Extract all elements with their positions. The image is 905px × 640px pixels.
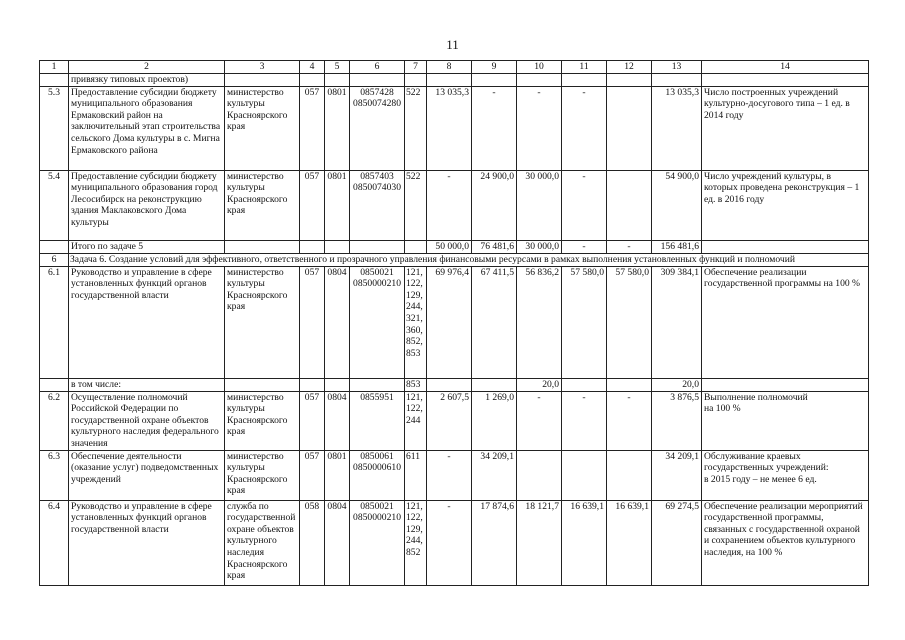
cell-col-7 [405, 73, 427, 86]
cell-col-13 [652, 73, 702, 86]
cell-col-8 [427, 73, 472, 86]
page-number: 11 [446, 37, 459, 52]
cell-col-13: 34 209,1 [652, 450, 702, 500]
header-cell: 9 [472, 61, 517, 74]
cell-col-5: 0801 [325, 86, 350, 170]
cell-col-5 [325, 240, 350, 253]
cell-col-1: 6.4 [40, 500, 69, 585]
cell-col-7: 121, 122, 129, 244, 321, 360, 852, 853 [405, 266, 427, 378]
header-cell: 6 [350, 61, 405, 74]
cell-col-1: 6.3 [40, 450, 69, 500]
cell-col-9 [472, 73, 517, 86]
cell-col-10: 30 000,0 [517, 240, 562, 253]
cell-col-12 [607, 450, 652, 500]
cell-col-13: 13 035,3 [652, 86, 702, 170]
cell-col-7: 522 [405, 170, 427, 240]
header-cell: 1 [40, 61, 69, 74]
cell-col-13: 309 384,1 [652, 266, 702, 378]
cell-col-11: - [562, 391, 607, 450]
cell-col-11: 57 580,0 [562, 266, 607, 378]
cell-col-3: министерство культуры Красноярского края [225, 450, 300, 500]
table-row [40, 378, 869, 391]
cell-col-4: 057 [300, 86, 325, 170]
cell-col-11 [562, 73, 607, 86]
table-row [40, 86, 869, 170]
cell-col-14 [702, 378, 869, 391]
cell-col-5 [325, 378, 350, 391]
cell-col-3 [225, 73, 300, 86]
cell-col-9: 34 209,1 [472, 450, 517, 500]
cell-col-3 [225, 378, 300, 391]
cell-col-4: 057 [300, 170, 325, 240]
cell-col-2: Итого по задаче 5 [69, 240, 225, 253]
cell-col-14: Обеспечение реализации государственной программы на 100 % [702, 266, 869, 378]
cell-col-11: - [562, 86, 607, 170]
cell-col-12: - [607, 240, 652, 253]
cell-col-11 [562, 378, 607, 391]
cell-col-5: 0801 [325, 450, 350, 500]
cell-col-6: 0857403 0850074030 [350, 170, 405, 240]
cell-col-14: Обслуживание краевых государственных учреждений: в 2015 году – не менее 6 ед. [702, 450, 869, 500]
budget-table [39, 60, 869, 586]
cell-col-14 [702, 73, 869, 86]
cell-col-6: 0850021 0850000210 [350, 266, 405, 378]
cell-col-11: - [562, 240, 607, 253]
header-cell: 11 [562, 61, 607, 74]
table-row [40, 450, 869, 500]
cell-col-7: 121, 122, 244 [405, 391, 427, 450]
cell-col-4: 057 [300, 391, 325, 450]
header-cell: 2 [69, 61, 225, 74]
cell-col-8: 2 607,5 [427, 391, 472, 450]
cell-col-2: Предоставление субсидии бюджету муниципального образования город Лесосибирск на реконструкцию здания Маклаковского Дома культуры [69, 170, 225, 240]
cell-col-3 [225, 240, 300, 253]
cell-col-14: Обеспечение реализации мероприятий государственной программы, связанных с государственной охраной и сохранением объектов культурного наследия, на 100 % [702, 500, 869, 585]
cell-col-1 [40, 378, 69, 391]
cell-col-14: Число учреждений культуры, в которых проведена реконструкция – 1 ед. в 2016 году [702, 170, 869, 240]
cell-col-8: - [427, 450, 472, 500]
cell-col-9: 1 269,0 [472, 391, 517, 450]
cell-col-3: министерство культуры Красноярского края [225, 170, 300, 240]
cell-col-1: 5.3 [40, 86, 69, 170]
cell-col-2: Руководство и управление в сфере установленных функций органов государственной власти [69, 500, 225, 585]
cell-col-12 [607, 73, 652, 86]
cell-col-8: - [427, 170, 472, 240]
header-cell: 3 [225, 61, 300, 74]
header-cell: 13 [652, 61, 702, 74]
cell-col-6 [350, 73, 405, 86]
cell-col-5: 0804 [325, 266, 350, 378]
cell-col-13: 20,0 [652, 378, 702, 391]
table-row [40, 240, 869, 253]
cell-col-10: 18 121,7 [517, 500, 562, 585]
cell-col-3: министерство культуры Красноярского края [225, 391, 300, 450]
cell-col-5: 0801 [325, 170, 350, 240]
cell-col-10: 30 000,0 [517, 170, 562, 240]
cell-col-4: 057 [300, 450, 325, 500]
cell-col-6: 0850021 0850000210 [350, 500, 405, 585]
cell-col-9: 76 481,6 [472, 240, 517, 253]
header-cell: 7 [405, 61, 427, 74]
cell-col-12 [607, 378, 652, 391]
cell-col-2: Задача 6. Создание условий для эффективного, ответственного и прозрачного управления финансовыми ресурсами в рамках выполнения установленных функций и полномочий [69, 253, 869, 266]
cell-col-9: 67 411,5 [472, 266, 517, 378]
header-cell: 10 [517, 61, 562, 74]
cell-col-6 [350, 378, 405, 391]
cell-col-14: Число построенных учреждений культурно-досугового типа – 1 ед. в 2014 году [702, 86, 869, 170]
cell-col-1: 6.2 [40, 391, 69, 450]
table-row [40, 170, 869, 240]
cell-col-8: - [427, 500, 472, 585]
cell-col-2: Обеспечение деятельности (оказание услуг) подведомственных учреждений [69, 450, 225, 500]
budget-table-body [40, 61, 869, 586]
cell-col-13: 54 900,0 [652, 170, 702, 240]
cell-col-9: 24 900,0 [472, 170, 517, 240]
cell-col-7: 611 [405, 450, 427, 500]
cell-col-2: в том числе: [69, 378, 225, 391]
cell-col-11: - [562, 170, 607, 240]
cell-col-8: 50 000,0 [427, 240, 472, 253]
cell-col-5: 0804 [325, 391, 350, 450]
cell-col-2: привязку типовых проектов) [69, 73, 225, 86]
cell-col-9 [472, 378, 517, 391]
cell-col-10 [517, 73, 562, 86]
table-row [40, 266, 869, 378]
cell-col-7: 121, 122, 129, 244, 852 [405, 500, 427, 585]
cell-col-2: Руководство и управление в сфере установленных функций органов государственной власти [69, 266, 225, 378]
cell-col-8: 69 976,4 [427, 266, 472, 378]
cell-col-10 [517, 450, 562, 500]
cell-col-4 [300, 73, 325, 86]
cell-col-1: 6 [40, 253, 69, 266]
cell-col-10: - [517, 391, 562, 450]
header-cell: 8 [427, 61, 472, 74]
table-row [40, 253, 869, 266]
header-cell: 12 [607, 61, 652, 74]
table-row [40, 73, 869, 86]
header-cell: 14 [702, 61, 869, 74]
cell-col-11 [562, 450, 607, 500]
cell-col-3: министерство культуры Красноярского края [225, 266, 300, 378]
cell-col-9: 17 874,6 [472, 500, 517, 585]
cell-col-5: 0804 [325, 500, 350, 585]
cell-col-2: Предоставление субсидии бюджету муниципального образования Ермаковский район на заключительный этап строительства сельского Дома культуры в с. Мигна Ермаковского района [69, 86, 225, 170]
cell-col-9: - [472, 86, 517, 170]
cell-col-6: 0850061 0850000610 [350, 450, 405, 500]
cell-col-14: Выполнение полномочий на 100 % [702, 391, 869, 450]
cell-col-13: 69 274,5 [652, 500, 702, 585]
cell-col-4: 058 [300, 500, 325, 585]
cell-col-1: 5.4 [40, 170, 69, 240]
cell-col-12 [607, 86, 652, 170]
header-cell: 5 [325, 61, 350, 74]
cell-col-8: 13 035,3 [427, 86, 472, 170]
cell-col-14 [702, 240, 869, 253]
cell-col-6 [350, 240, 405, 253]
table-row [40, 391, 869, 450]
cell-col-12: 16 639,1 [607, 500, 652, 585]
cell-col-4 [300, 240, 325, 253]
cell-col-1 [40, 73, 69, 86]
cell-col-11: 16 639,1 [562, 500, 607, 585]
cell-col-7: 522 [405, 86, 427, 170]
header-cell: 4 [300, 61, 325, 74]
cell-col-8 [427, 378, 472, 391]
cell-col-5 [325, 73, 350, 86]
cell-col-6: 0857428 0850074280 [350, 86, 405, 170]
cell-col-13: 156 481,6 [652, 240, 702, 253]
cell-col-12: - [607, 391, 652, 450]
cell-col-4: 057 [300, 266, 325, 378]
cell-col-10: 20,0 [517, 378, 562, 391]
cell-col-6: 0855951 [350, 391, 405, 450]
cell-col-7: 853 [405, 378, 427, 391]
cell-col-13: 3 876,5 [652, 391, 702, 450]
column-number-row [40, 61, 869, 74]
cell-col-10: 56 836,2 [517, 266, 562, 378]
table-row [40, 500, 869, 585]
cell-col-7 [405, 240, 427, 253]
cell-col-3: министерство культуры Красноярского края [225, 86, 300, 170]
cell-col-3: служба по государственной охране объектов культурного наследия Красноярского края [225, 500, 300, 585]
cell-col-12 [607, 170, 652, 240]
cell-col-2: Осуществление полномочий Российской Федерации по государственной охране объектов культурного наследия федерального значения [69, 391, 225, 450]
cell-col-1 [40, 240, 69, 253]
cell-col-4 [300, 378, 325, 391]
cell-col-12: 57 580,0 [607, 266, 652, 378]
cell-col-1: 6.1 [40, 266, 69, 378]
cell-col-10: - [517, 86, 562, 170]
